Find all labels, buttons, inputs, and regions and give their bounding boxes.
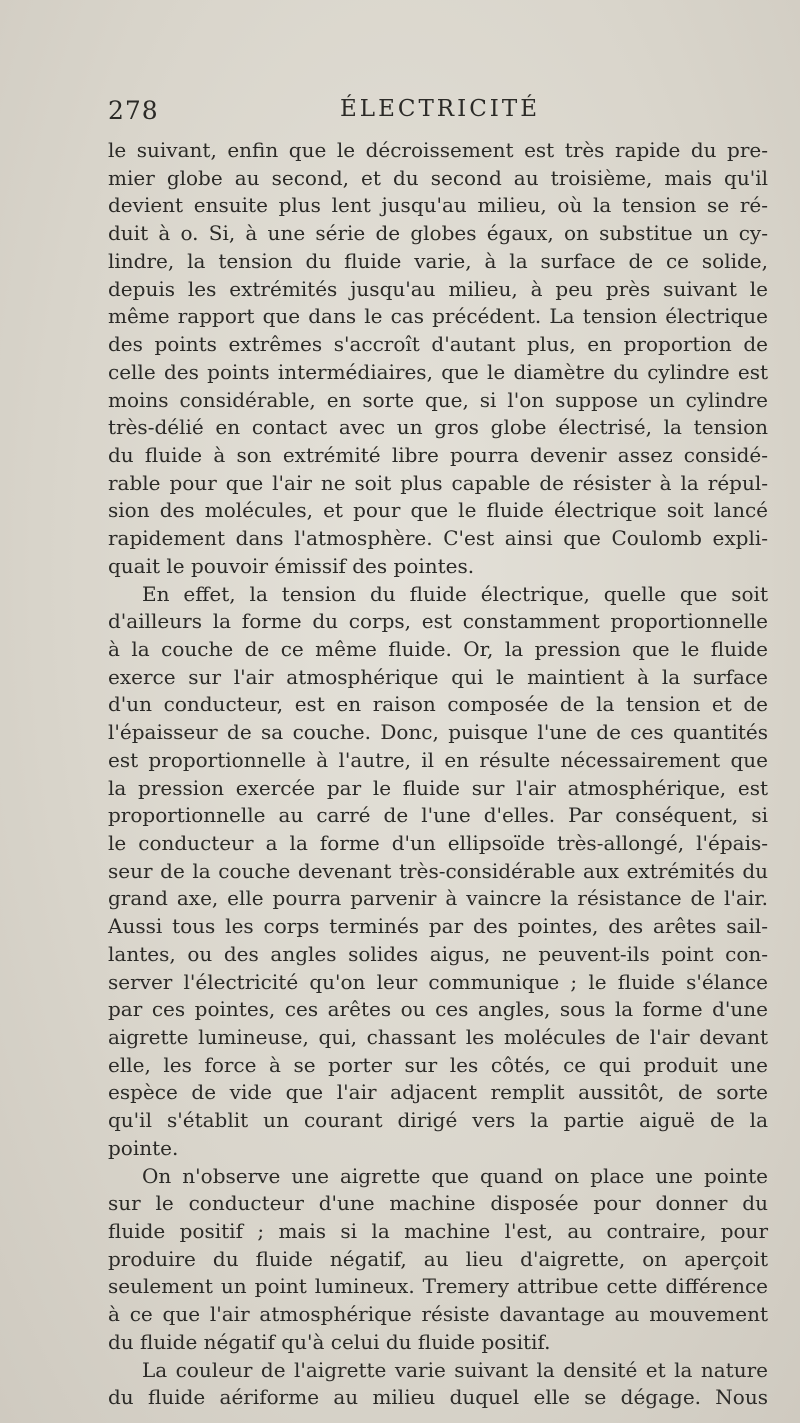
text-line: elle, les force à se porter sur les côtés, ce qui produit une [108,1052,768,1077]
text-line: du fluide à son extrémité libre pourra devenir assez considé- [108,442,768,467]
text-line: seur de la couche devenant très-considérable aux extrémités du [108,858,768,883]
text-line: à ce que l'air atmosphérique résiste davantage au mouvement [108,1302,768,1327]
text-line: seulement un point lumineux. Tremery attribue cette différence [108,1274,768,1299]
text-line: lantes, ou des angles solides aigus, ne peuvent-ils point con- [108,941,768,966]
text-line: d'ailleurs la forme du corps, est constamment proportionnelle [108,609,768,634]
text-line: est proportionnelle à l'autre, il en résulte nécessairement que [108,747,768,772]
page-header [108,96,758,130]
text-line: du fluide négatif qu'à celui du fluide positif. [108,1329,551,1354]
text-line: sur le conducteur d'une machine disposée pour donner du [108,1191,768,1216]
text-line: devient ensuite plus lent jusqu'au milieu, où la tension se ré- [108,193,768,218]
text-line: même rapport que dans le cas précédent. La tension électrique [108,304,768,329]
text-line: duit à o. Si, à une série de globes égaux, on substitue un cy- [108,221,768,246]
text-line: d'un conducteur, est en raison composée de la tension et de [108,692,768,717]
text-line: le suivant, enfin que le décroissement est très rapide du pre- [108,138,768,162]
text-line: moins considérable, en sorte que, si l'on suppose un cylindre [108,387,768,412]
text-line: depuis les extrémités jusqu'au milieu, à peu près suivant le [108,276,768,301]
text-line: du fluide aériforme au milieu duquel elle se dégage. Nous [108,1385,768,1410]
text-line: par ces pointes, ces arêtes ou ces angles, sous la forme d'une [108,997,768,1022]
text-line: lindre, la tension du fluide varie, à la surface de ce solide, [108,248,768,273]
text-line: server l'électricité qu'on leur communique ; le fluide s'élance [108,969,768,994]
text-line: quait le pouvoir émissif des pointes. [108,553,475,578]
text-line: aigrette lumineuse, qui, chassant les molécules de l'air devant [108,1025,768,1049]
text-line: pointe. [108,1135,179,1160]
text-line: fluide positif ; mais si la machine l'est, au contraire, pour [108,1219,768,1243]
text-line: Aussi tous les corps terminés par des pointes, des arêtes sail- [108,914,768,939]
text-line: des points extrêmes s'accroît d'autant plus, en proportion de [108,332,768,356]
text-line: La couleur de l'aigrette varie suivant la densité et la nature [142,1357,768,1382]
text-line: produire du fluide négatif, au lieu d'aigrette, on aperçoit [108,1246,768,1271]
text-line: grand axe, elle pourra parvenir à vaincre la résistance de l'air. [108,886,768,911]
text-line: sion des molécules, et pour que le fluide électrique soit lancé [108,498,768,523]
text-line: celle des points intermédiaires, que le diamètre du cylindre est [108,359,768,384]
text-line: qu'il s'établit un courant dirigé vers la partie aiguë de la [108,1108,768,1133]
text-line: le conducteur a la forme d'un ellipsoïde très-allongé, l'épais- [108,830,768,855]
text-line: proportionnelle au carré de l'une d'elles. Par conséquent, si [108,803,768,828]
text-line: En effet, la tension du fluide électrique, quelle que soit [142,581,768,606]
text-line: On n'observe une aigrette que quand on place une pointe [142,1163,768,1188]
text-line: à la couche de ce même fluide. Or, la pression que le fluide [108,636,768,661]
text-line: la pression exercée par le fluide sur l'air atmosphérique, est [108,775,768,800]
text-line: l'épaisseur de sa couche. Donc, puisque l'une de ces quantités [108,720,768,745]
page-number: 278 [108,96,159,125]
text-line: rapidement dans l'atmosphère. C'est ainsi que Coulomb expli- [108,526,768,550]
text-line: espèce de vide que l'air adjacent remplit aussitôt, de sorte [108,1080,768,1105]
text-line: mier globe au second, et du second au troisième, mais qu'il [108,165,768,190]
text-line: très-délié en contact avec un gros globe électrisé, la tension [108,415,768,440]
text-line: rable pour que l'air ne soit plus capable de résister à la répul- [108,470,768,495]
running-title: ÉLECTRICITÉ [340,96,541,122]
text-line: exerce sur l'air atmosphérique qui le maintient à la surface [108,664,768,689]
